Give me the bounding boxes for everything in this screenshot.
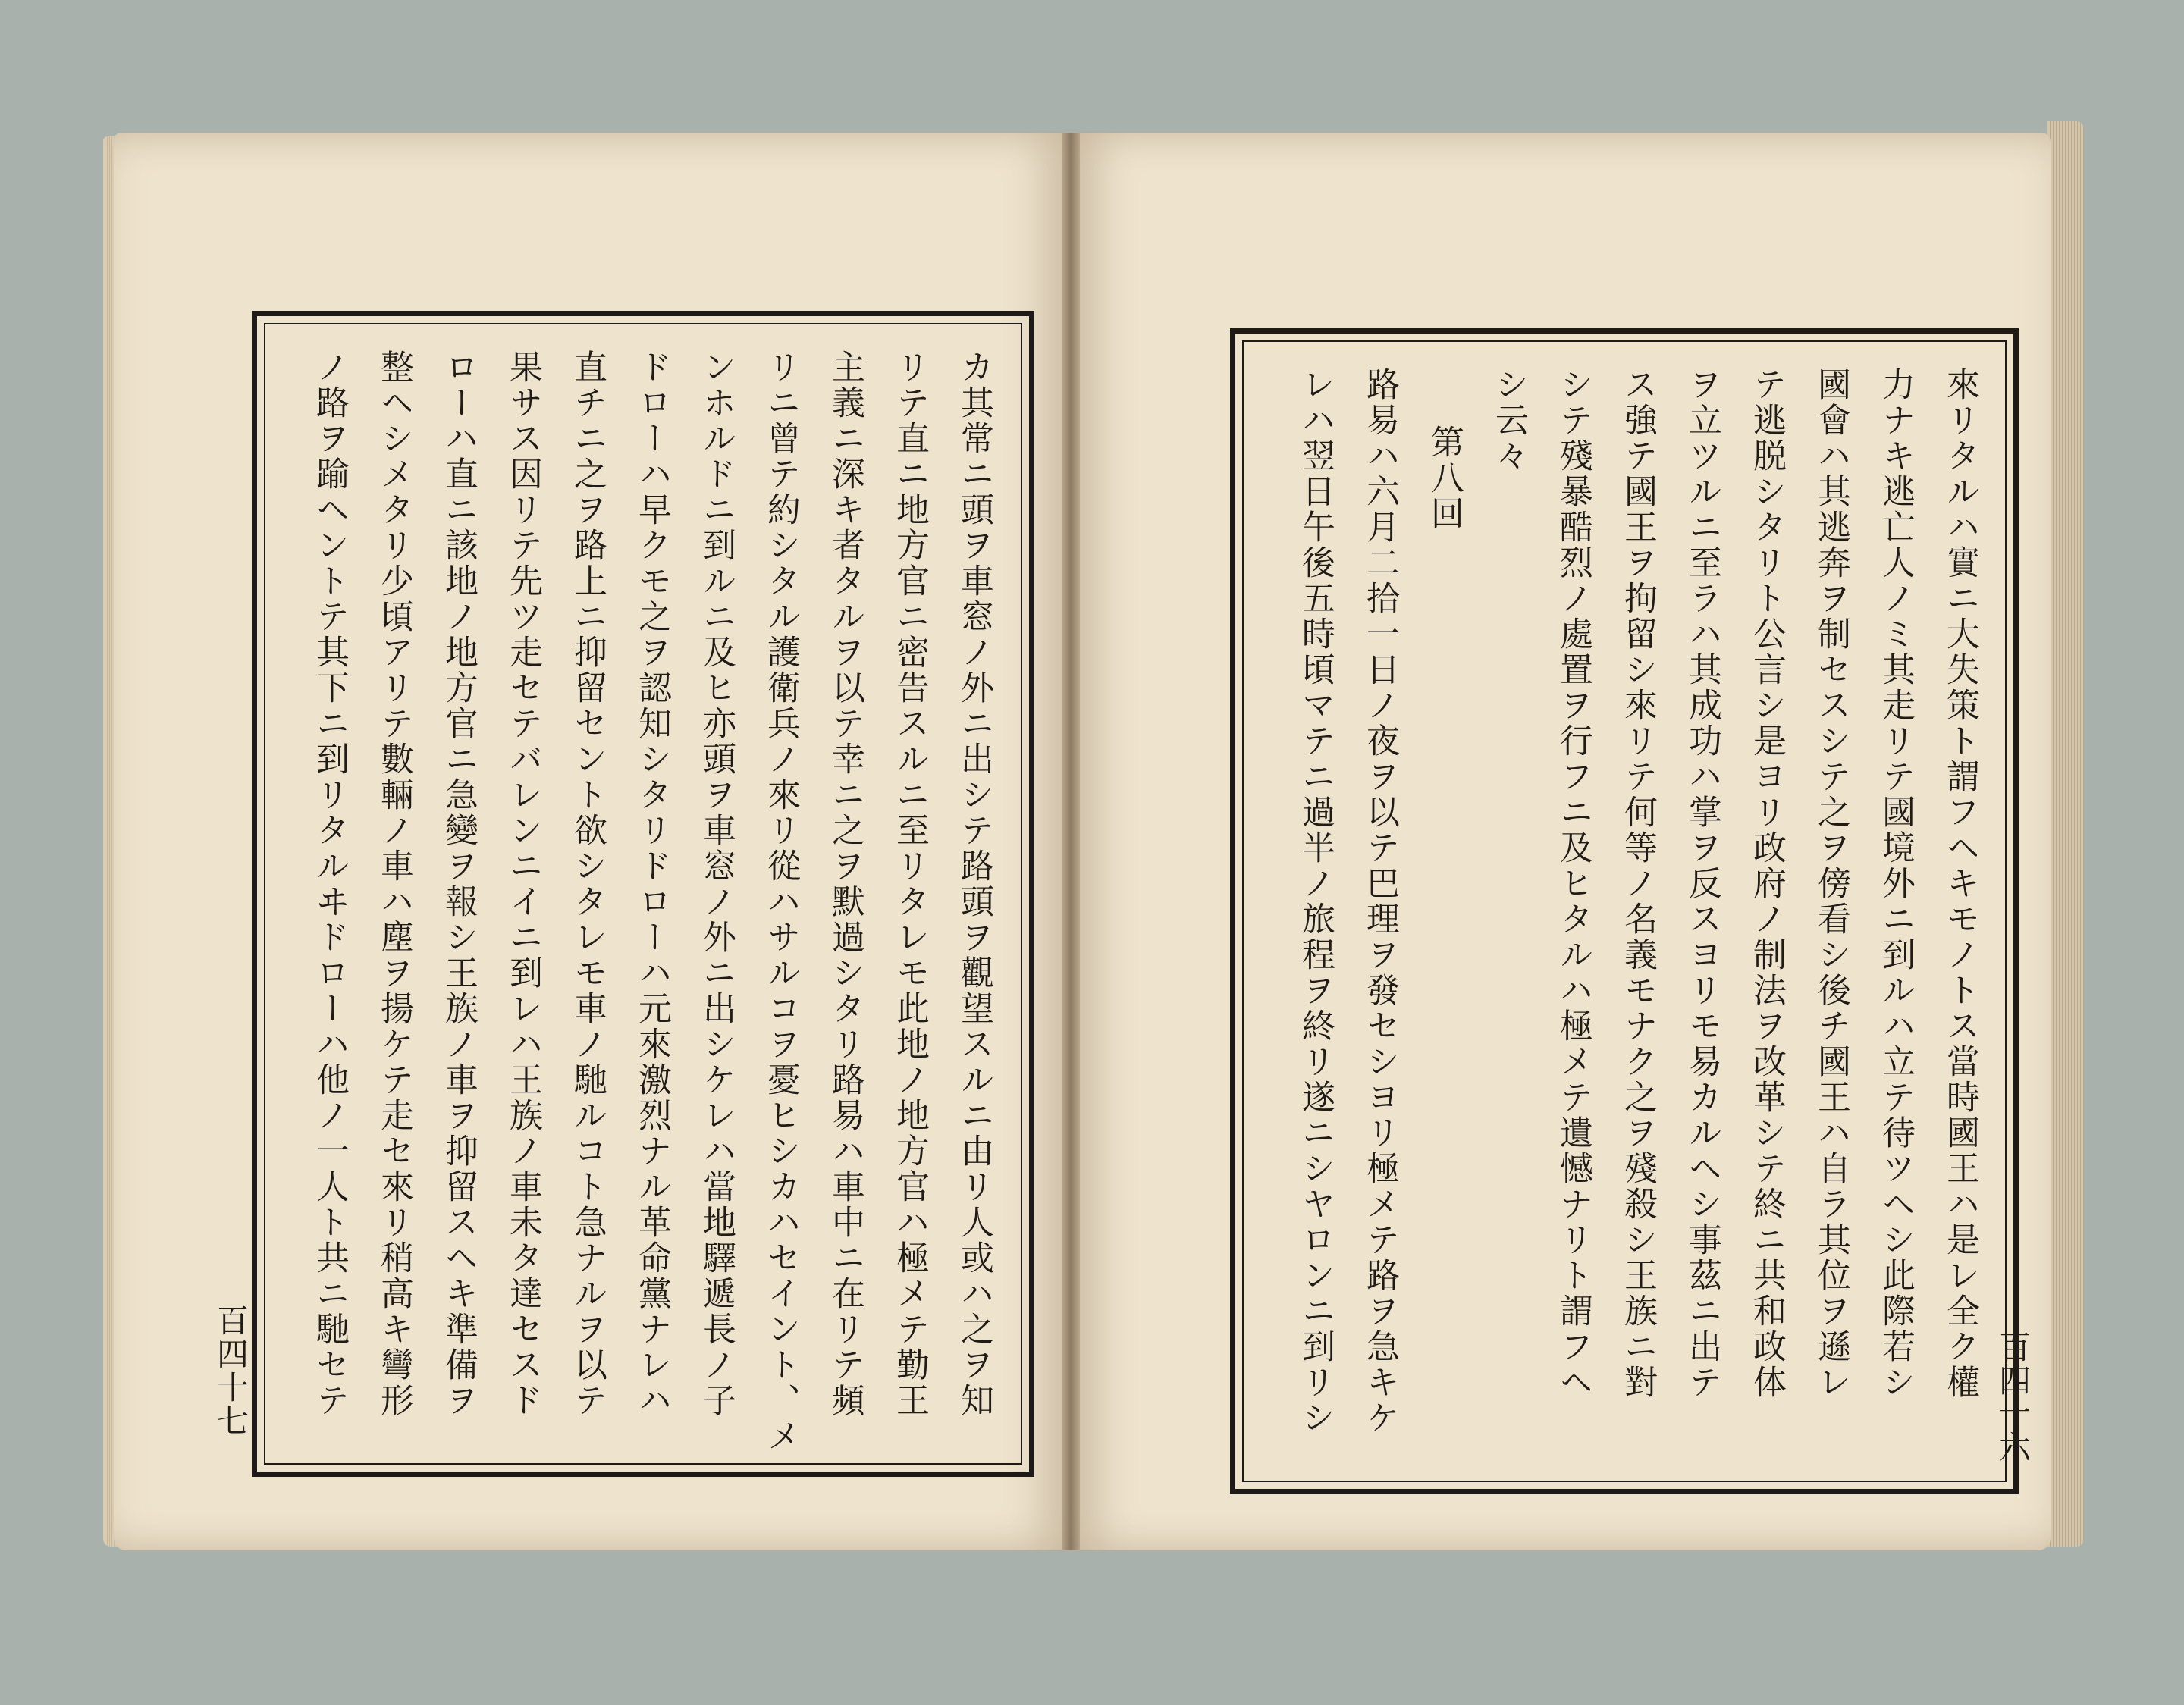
text-column: 力ナキ逃亡人ノミ其走リテ國境外ニ到ルハ立テ待ツヘシ此際若シ [1876, 367, 1915, 1400]
text-column: 主義ニ深キ者タルヲ以テ幸ニ之ヲ默過シタリ路易ハ車中ニ在リテ頻 [826, 349, 864, 1418]
text-column: カ其常ニ頭ヲ車窓ノ外ニ出シテ路頭ヲ觀望スルニ由リ人或ハ之ヲ知 [955, 349, 993, 1418]
text-column: 國會ハ其逃奔ヲ制セスシテ之ヲ傍看シ後チ國王ハ自ラ其位ヲ遜レ [1812, 367, 1850, 1400]
text-column: ンホルドニ到ルニ及ヒ亦頭ヲ車窓ノ外ニ出シケレハ當地驛遞長ノ子 [697, 349, 736, 1418]
text-column: 路易ハ六月二拾一日ノ夜ヲ以テ巴理ヲ發セシヨリ極メテ路ヲ急キケ [1360, 367, 1399, 1436]
right-page [1071, 133, 2051, 1550]
left-text-frame [252, 311, 1034, 1477]
text-column: テ逃脱シタリト公言シ是ヨリ政府ノ制法ヲ改革シテ終ニ共和政体 [1747, 367, 1786, 1400]
text-column: ヲ立ツルニ至ラハ其成功ハ掌ヲ反スヨリモ易カルヘシ事茲ニ出テ [1683, 367, 1721, 1400]
open-book [114, 114, 2085, 1592]
right-text-frame [1230, 328, 2019, 1494]
text-column: ノ路ヲ踰ヘントテ其下ニ到リタルヰドローハ他ノ一人ト共ニ馳セテ [310, 349, 349, 1418]
page-number: 百四十六 [1994, 1330, 2032, 1464]
chapter-heading: 第八回 [1425, 425, 1464, 531]
page-edges-right [2048, 121, 2084, 1547]
text-column: リニ曾テ約シタル護衛兵ノ來リ從ハサルコヲ憂ヒシカハセイント、メ [761, 349, 800, 1454]
text-column: シテ殘暴酷烈ノ處置ヲ行フニ及ヒタルハ極メテ遺憾ナリト謂フヘ [1554, 367, 1592, 1400]
text-column: 來リタルハ實ニ大失策ト謂フヘキモノトス當時國王ハ是レ全ク權 [1941, 367, 1979, 1400]
page-number: 百四十七 [212, 1304, 249, 1437]
text-column: 整ヘシメタリ少頃アリテ數輛ノ車ハ塵ヲ揚ケテ走セ來リ稍高キ彎形 [375, 349, 413, 1418]
text-column: レハ翌日午後五時頃マテニ過半ノ旅程ヲ終リ遂ニシヤロンニ到リシ [1296, 367, 1335, 1436]
text-column: 直チニ之ヲ路上ニ抑留セント欲シタレモ車ノ馳ルコト急ナルヲ以テ [568, 349, 607, 1418]
text-column: シ云々 [1489, 367, 1528, 474]
left-page [114, 133, 1071, 1550]
text-column: ス強テ國王ヲ拘留シ來リテ何等ノ名義モナク之ヲ殘殺シ王族ニ對 [1618, 367, 1657, 1400]
text-column: ローハ直ニ該地ノ地方官ニ急變ヲ報シ王族ノ車ヲ抑留スヘキ準備ヲ [439, 349, 478, 1418]
text-column: ドローハ早クモ之ヲ認知シタリドローハ元來激烈ナル革命黨ナレハ [632, 349, 671, 1418]
book-gutter [1062, 133, 1080, 1550]
text-column: リテ直ニ地方官ニ密告スルニ至リタレモ此地ノ地方官ハ極メテ勤王 [890, 349, 929, 1418]
text-column: 果サス因リテ先ツ走セテバレンニイニ到レハ王族ノ車未タ達セスド [504, 349, 542, 1418]
